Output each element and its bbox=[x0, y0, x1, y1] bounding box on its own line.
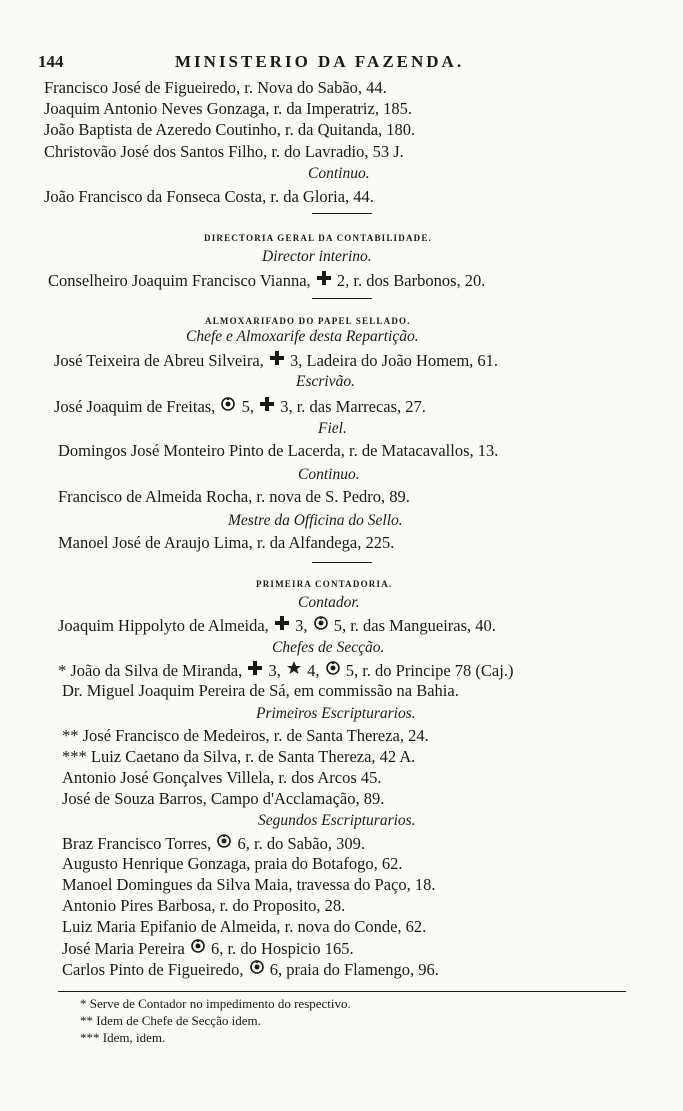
entry-line: João Baptista de Azeredo Coutinho, r. da Quitanda, 180. bbox=[44, 120, 416, 139]
section-heading: ALMOXARIFADO DO PAPEL SELLADO. bbox=[205, 316, 411, 326]
entry-line: José Joaquim de Freitas, 5, 3, r. das Marrecas, 27. bbox=[54, 397, 426, 416]
entry-line: Antonio Pires Barbosa, r. do Proposito, 28. bbox=[62, 896, 346, 915]
footnote-divider bbox=[58, 991, 626, 992]
entry-line: Francisco José de Figueiredo, r. Nova do Sabão, 44. bbox=[44, 78, 387, 97]
entry-line: Christovão José dos Santos Filho, r. do Lavradio, 53 J. bbox=[44, 142, 404, 161]
role-heading: Chefes de Secção. bbox=[272, 639, 385, 656]
role-heading: Chefe e Almoxarife desta Repartição. bbox=[186, 328, 419, 345]
section-divider bbox=[312, 562, 372, 563]
order-cross-icon bbox=[316, 270, 332, 291]
order-star-icon bbox=[286, 660, 302, 681]
entry-line: José Maria Pereira 6, r. do Hospicio 165. bbox=[62, 939, 354, 958]
entry-line: Joaquim Hippolyto de Almeida, 3, 5, r. das Mangueiras, 40. bbox=[58, 616, 496, 635]
role-heading: Contador. bbox=[298, 594, 360, 611]
order-cross-icon bbox=[274, 615, 290, 636]
page-number: 144 bbox=[38, 52, 64, 71]
entry-line: ** José Francisco de Medeiros, r. de Santa Thereza, 24. bbox=[62, 726, 429, 745]
footnote: *** Idem, idem. bbox=[80, 1030, 166, 1045]
order-rose-icon bbox=[313, 615, 329, 636]
entry-line: * João da Silva de Miranda, 3, 4, 5, r. do Principe 78 (Caj.) bbox=[58, 661, 514, 680]
entry-line: Joaquim Antonio Neves Gonzaga, r. da Imperatriz, 185. bbox=[44, 99, 412, 118]
order-rose-icon bbox=[325, 660, 341, 681]
entry-line: Conselheiro Joaquim Francisco Vianna, 2, r. dos Barbonos, 20. bbox=[48, 271, 486, 290]
entry-line: José Teixeira de Abreu Silveira, 3, Ladeira do João Homem, 61. bbox=[54, 351, 499, 370]
section-heading: PRIMEIRA CONTADORIA. bbox=[256, 579, 393, 589]
role-heading: Director interino. bbox=[262, 248, 372, 265]
entry-line: Manoel Domingues da Silva Maia, travessa do Paço, 18. bbox=[62, 875, 436, 894]
role-heading: Primeiros Escripturarios. bbox=[256, 705, 416, 722]
entry-line: Augusto Henrique Gonzaga, praia do Botafogo, 62. bbox=[62, 854, 403, 873]
role-heading: Continuo. bbox=[298, 466, 360, 483]
order-rose-icon bbox=[216, 833, 232, 854]
section-heading: DIRECTORIA GERAL DA CONTABILIDADE. bbox=[204, 233, 433, 243]
entry-line: Antonio José Gonçalves Villela, r. dos Arcos 45. bbox=[62, 768, 382, 787]
section-divider bbox=[312, 298, 372, 299]
entry-line: Luiz Maria Epifanio de Almeida, r. nova do Conde, 62. bbox=[62, 917, 427, 936]
entry-line: Dr. Miguel Joaquim Pereira de Sá, em commissão na Bahia. bbox=[62, 681, 459, 700]
order-rose-icon bbox=[190, 938, 206, 959]
entry-line: Braz Francisco Torres, 6, r. do Sabão, 309. bbox=[62, 834, 365, 853]
order-rose-icon bbox=[249, 959, 265, 980]
role-heading: Segundos Escripturarios. bbox=[258, 812, 416, 829]
role-heading: Mestre da Officina do Sello. bbox=[228, 512, 403, 529]
order-cross-icon bbox=[259, 396, 275, 417]
order-rose-icon bbox=[220, 396, 236, 417]
entry-line: Manoel José de Araujo Lima, r. da Alfandega, 225. bbox=[58, 533, 395, 552]
footnote: ** Idem de Chefe de Secção idem. bbox=[80, 1013, 261, 1028]
role-heading: Escrivão. bbox=[296, 373, 355, 390]
entry-line: Carlos Pinto de Figueiredo, 6, praia do Flamengo, 96. bbox=[62, 960, 439, 979]
entry-line: *** Luiz Caetano da Silva, r. de Santa Thereza, 42 A. bbox=[62, 747, 416, 766]
section-divider bbox=[312, 213, 372, 214]
entry-line: Domingos José Monteiro Pinto de Lacerda, r. de Matacavallos, 13. bbox=[58, 441, 499, 460]
role-heading: Continuo. bbox=[308, 165, 370, 182]
entry-line: João Francisco da Fonseca Costa, r. da Gloria, 44. bbox=[44, 187, 374, 206]
order-cross-icon bbox=[269, 350, 285, 371]
page-title: MINISTERIO DA FAZENDA. bbox=[175, 52, 465, 71]
role-heading: Fiel. bbox=[318, 420, 347, 437]
order-cross-icon bbox=[247, 660, 263, 681]
entry-line: José de Souza Barros, Campo d'Acclamação, 89. bbox=[62, 789, 385, 808]
footnote: * Serve de Contador no impedimento do respectivo. bbox=[80, 996, 351, 1011]
entry-line: Francisco de Almeida Rocha, r. nova de S. Pedro, 89. bbox=[58, 487, 410, 506]
